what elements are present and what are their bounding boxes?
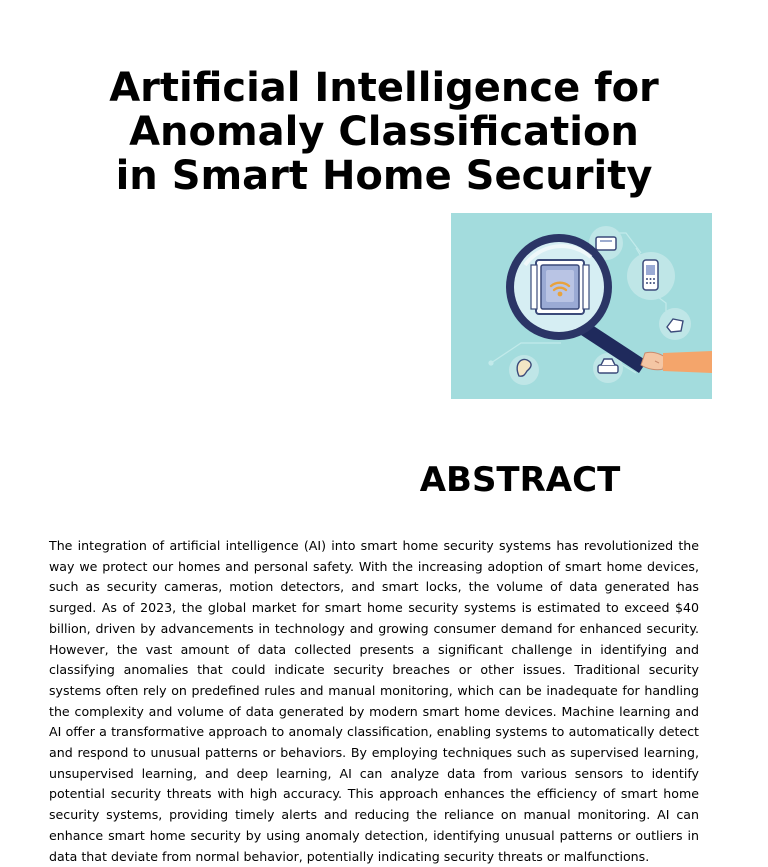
abstract-heading: ABSTRACT <box>419 460 621 500</box>
paper-title <box>60 66 708 198</box>
security-device-in-lens <box>531 260 589 314</box>
device-bubble-phone <box>627 252 675 300</box>
title-line-2: Anomaly Classification <box>129 109 639 155</box>
hand-holding-magnifier <box>641 351 712 373</box>
title-line-3: in Smart Home Security <box>115 153 653 199</box>
abstract-body: The integration of artificial intelligence (AI) into smart home security systems has revolutionized the way we protect our homes and personal safety. With the increasing adoption of smart home devices, such as security cameras, motion detectors, and smart locks, the volume of data generated has surged. As of 2023, the global market for smart home security systems is estimated to exceed $40 billion, driven by advancements in technology and growing consumer demand for enhanced security. However, the vast amount of data collected presents a significant challenge in identifying and classifying anomalies that could indicate security breaches or other issues. Traditional security systems often rely on predefined rules and manual monitoring, which can be inadequate for handling the complexity and volume of data generated by modern smart home devices. Machine learning and AI offer a transformative approach to anomaly classification, enabling systems to automatically detect and respond to unusual patterns or behaviors. By employing techniques such as supervised learning, unsupervised learning, and deep learning, AI can analyze data from various sensors to identify potential security threats with high accuracy. This approach enhances the efficiency of smart home security systems, providing timely alerts and reducing the reliance on manual monitoring. AI can enhance smart home security by using anomaly detection, identifying unusual patterns or outliers in data that deviate from normal behavior, potentially indicating security threats or malfunctions. <box>49 538 699 864</box>
smart-home-security-figure <box>451 213 712 399</box>
device-bubble-hand <box>659 308 691 340</box>
device-bubble-ear <box>509 355 539 385</box>
magnifier-smart-home-illustration-icon <box>451 213 712 399</box>
title-line-1: Artificial Intelligence for <box>109 65 659 111</box>
